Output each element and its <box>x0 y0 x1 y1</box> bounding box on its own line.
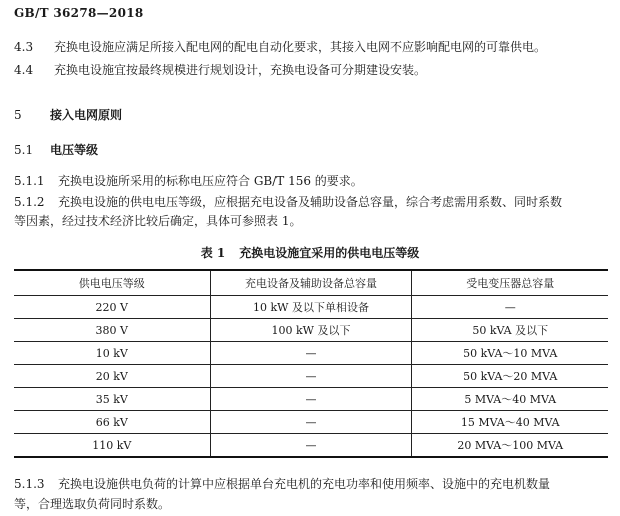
cell-equipment-capacity: 100 kW 及以下 <box>210 319 412 342</box>
section-number: 5 <box>14 108 22 122</box>
clause-text: 充换电设施所采用的标称电压应符合 GB/T 156 的要求。 <box>58 174 363 188</box>
header-voltage-level: 供电电压等级 <box>14 270 210 296</box>
cell-voltage: 20 kV <box>14 365 210 388</box>
standard-number-header: GB/T 36278—2018 <box>14 6 144 20</box>
cell-voltage: 66 kV <box>14 411 210 434</box>
clause-text: 充换电设施宜按最终规模进行规划设计，充换电设备可分期建设安装。 <box>54 63 427 77</box>
cell-equipment-capacity: — <box>210 342 412 365</box>
voltage-level-table <box>14 269 608 458</box>
clause-5-1-2 <box>14 192 606 212</box>
table-row <box>14 388 608 411</box>
clause-number: 4.3 <box>14 40 34 54</box>
clause-number: 5.1.3 <box>14 477 45 491</box>
cell-transformer-capacity: 50 kVA～10 MVA <box>412 342 608 365</box>
cell-transformer-capacity: 15 MVA～40 MVA <box>412 411 608 434</box>
section-title: 接入电网原则 <box>50 108 123 122</box>
section-5-heading <box>14 106 122 123</box>
cell-voltage: 220 V <box>14 296 210 319</box>
table-title: 充换电设施宜采用的供电电压等级 <box>239 246 420 260</box>
cell-transformer-capacity: 20 MVA～100 MVA <box>412 434 608 458</box>
cell-voltage: 35 kV <box>14 388 210 411</box>
table-caption <box>0 244 620 261</box>
cell-transformer-capacity: 5 MVA～40 MVA <box>412 388 608 411</box>
cell-transformer-capacity: — <box>412 296 608 319</box>
cell-voltage: 380 V <box>14 319 210 342</box>
table-number: 表 1 <box>200 246 226 260</box>
table-row <box>14 319 608 342</box>
cell-voltage: 110 kV <box>14 434 210 458</box>
cell-equipment-capacity: — <box>210 388 412 411</box>
clause-text: 充换电设施应满足所接入配电网的配电自动化要求，其接入电网不应影响配电网的可靠供电。 <box>54 40 547 54</box>
cell-transformer-capacity: 50 kVA～20 MVA <box>412 365 608 388</box>
clause-number: 5.1.2 <box>14 195 45 209</box>
table-row <box>14 296 608 319</box>
clause-5-1-1 <box>14 171 606 191</box>
table-row <box>14 365 608 388</box>
cell-transformer-capacity: 50 kVA 及以下 <box>412 319 608 342</box>
clause-number: 4.4 <box>14 63 34 77</box>
section-number: 5.1 <box>14 143 34 157</box>
clause-5-1-3-continuation: 等，合理选取负荷同时系数。 <box>14 497 171 511</box>
cell-voltage: 10 kV <box>14 342 210 365</box>
clause-4-4 <box>14 60 606 80</box>
clause-5-1-3 <box>14 474 606 494</box>
table-header-row <box>14 270 608 296</box>
cell-equipment-capacity: — <box>210 434 412 458</box>
clause-4-3 <box>14 37 606 57</box>
clause-5-1-2-continuation: 等因素，经过技术经济比较后确定，具体可参照表 1。 <box>14 214 302 228</box>
cell-equipment-capacity: — <box>210 411 412 434</box>
table-row <box>14 411 608 434</box>
clause-number: 5.1.1 <box>14 174 45 188</box>
header-transformer-capacity: 受电变压器总容量 <box>412 270 608 296</box>
table-row <box>14 434 608 458</box>
section-5-1-heading <box>14 141 98 158</box>
section-title: 电压等级 <box>50 143 99 157</box>
cell-equipment-capacity: 10 kW 及以下单相设备 <box>210 296 412 319</box>
table-row <box>14 342 608 365</box>
clause-text-line-1: 充换电设施的供电电压等级，应根据充电设备及辅助设备总容量，综合考虑需用系数、同时系数 <box>58 195 563 209</box>
header-equipment-capacity: 充电设备及辅助设备总容量 <box>210 270 412 296</box>
clause-text-line-1: 充换电设施供电负荷的计算中应根据单台充电机的充电功率和使用频率、设施中的充电机数量 <box>58 477 551 491</box>
cell-equipment-capacity: — <box>210 365 412 388</box>
